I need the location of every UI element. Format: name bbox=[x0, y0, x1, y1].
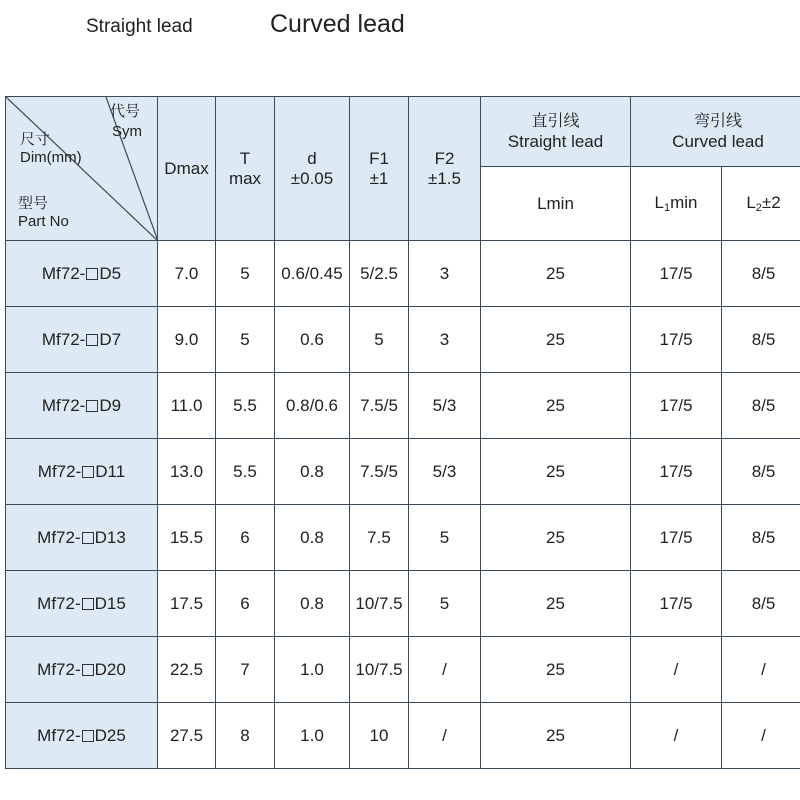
t-cell: 5 bbox=[216, 241, 275, 307]
f2-cell: 5 bbox=[409, 571, 481, 637]
curved-lead-header: 弯引线 Curved lead bbox=[631, 97, 800, 167]
l1-cell: 17/5 bbox=[631, 241, 722, 307]
table-row bbox=[6, 241, 800, 307]
top-labels bbox=[0, 0, 800, 60]
part-zh-label: 型号 bbox=[18, 195, 49, 212]
table-row bbox=[6, 571, 800, 637]
dmax-cell: 13.0 bbox=[158, 439, 216, 505]
table-row bbox=[6, 505, 800, 571]
table-row bbox=[6, 637, 800, 703]
lmin-cell: 25 bbox=[481, 703, 631, 769]
d-cell: 1.0 bbox=[275, 703, 350, 769]
t-cell: 5 bbox=[216, 307, 275, 373]
dim-en-label: Dim(mm) bbox=[20, 149, 82, 166]
l1-cell: 17/5 bbox=[631, 505, 722, 571]
lmin-cell: 25 bbox=[481, 439, 631, 505]
dim-zh-label: 尺寸 bbox=[20, 131, 51, 148]
f1-cell: 10/7.5 bbox=[350, 637, 409, 703]
straight-lead-caption: Straight lead bbox=[86, 16, 193, 37]
placeholder-box-icon bbox=[82, 598, 94, 610]
header-row-1 bbox=[6, 97, 800, 167]
sym-en-label: Sym bbox=[112, 123, 142, 140]
placeholder-box-icon bbox=[82, 730, 94, 742]
dmax-cell: 7.0 bbox=[158, 241, 216, 307]
dmax-cell: 11.0 bbox=[158, 373, 216, 439]
t-cell: 5.5 bbox=[216, 439, 275, 505]
lmin-cell: 25 bbox=[481, 307, 631, 373]
table-row bbox=[6, 439, 800, 505]
dmax-cell: 27.5 bbox=[158, 703, 216, 769]
d-cell: 0.8/0.6 bbox=[275, 373, 350, 439]
f2-cell: 5/3 bbox=[409, 373, 481, 439]
table-row bbox=[6, 373, 800, 439]
f1-cell: 5 bbox=[350, 307, 409, 373]
l1-cell: / bbox=[631, 637, 722, 703]
dmax-header: Dmax bbox=[158, 97, 216, 241]
placeholder-box-icon bbox=[82, 466, 94, 478]
part-number-cell: Mf72- D15 bbox=[6, 571, 158, 637]
lmin-cell: 25 bbox=[481, 241, 631, 307]
d-header: d ±0.05 bbox=[275, 97, 350, 241]
f1-cell: 10 bbox=[350, 703, 409, 769]
f2-cell: 5 bbox=[409, 505, 481, 571]
l2-cell: 8/5 bbox=[722, 571, 800, 637]
placeholder-box-icon bbox=[82, 664, 94, 676]
t-cell: 5.5 bbox=[216, 373, 275, 439]
f1-cell: 7.5/5 bbox=[350, 439, 409, 505]
l2-cell: 8/5 bbox=[722, 307, 800, 373]
f1-cell: 7.5 bbox=[350, 505, 409, 571]
lmin-cell: 25 bbox=[481, 571, 631, 637]
straight-lead-header: 直引线 Straight lead bbox=[481, 97, 631, 167]
placeholder-box-icon bbox=[86, 268, 98, 280]
f2-cell: 3 bbox=[409, 307, 481, 373]
table-row bbox=[6, 703, 800, 769]
l2-header: $L_2\pm 2$ bbox=[722, 167, 800, 241]
l1-cell: 17/5 bbox=[631, 373, 722, 439]
spec-table bbox=[5, 96, 800, 769]
dmax-cell: 17.5 bbox=[158, 571, 216, 637]
dmax-cell: 15.5 bbox=[158, 505, 216, 571]
t-cell: 8 bbox=[216, 703, 275, 769]
d-cell: 0.6 bbox=[275, 307, 350, 373]
placeholder-box-icon bbox=[86, 334, 98, 346]
dmax-cell: 9.0 bbox=[158, 307, 216, 373]
f2-cell: 3 bbox=[409, 241, 481, 307]
l2-cell: 8/5 bbox=[722, 439, 800, 505]
d-cell: 0.8 bbox=[275, 505, 350, 571]
l1-cell: 17/5 bbox=[631, 307, 722, 373]
part-number-cell: Mf72- D25 bbox=[6, 703, 158, 769]
lmin-cell: 25 bbox=[481, 637, 631, 703]
t-cell: 6 bbox=[216, 505, 275, 571]
dmax-cell: 22.5 bbox=[158, 637, 216, 703]
table-row bbox=[6, 307, 800, 373]
t-max-header: T max bbox=[216, 97, 275, 241]
placeholder-box-icon bbox=[82, 532, 94, 544]
part-en-label: Part No bbox=[18, 213, 69, 230]
f1-cell: 7.5/5 bbox=[350, 373, 409, 439]
l2-cell: / bbox=[722, 703, 800, 769]
t-cell: 7 bbox=[216, 637, 275, 703]
l2-cell: 8/5 bbox=[722, 505, 800, 571]
f1-cell: 10/7.5 bbox=[350, 571, 409, 637]
lmin-cell: 25 bbox=[481, 505, 631, 571]
f2-cell: / bbox=[409, 637, 481, 703]
l1-cell: / bbox=[631, 703, 722, 769]
t-cell: 6 bbox=[216, 571, 275, 637]
f2-header: F2 ±1.5 bbox=[409, 97, 481, 241]
part-number-cell: Mf72- D7 bbox=[6, 307, 158, 373]
l1-cell: 17/5 bbox=[631, 439, 722, 505]
d-cell: 0.6/0.45 bbox=[275, 241, 350, 307]
l1-cell: 17/5 bbox=[631, 571, 722, 637]
sym-zh-label: 代号 bbox=[110, 103, 141, 120]
f1-cell: 5/2.5 bbox=[350, 241, 409, 307]
l2-cell: / bbox=[722, 637, 800, 703]
lmin-cell: 25 bbox=[481, 373, 631, 439]
l2-cell: 8/5 bbox=[722, 241, 800, 307]
part-number-cell: Mf72- D11 bbox=[6, 439, 158, 505]
d-cell: 1.0 bbox=[275, 637, 350, 703]
part-number-cell: Mf72- D13 bbox=[6, 505, 158, 571]
part-number-cell: Mf72- D20 bbox=[6, 637, 158, 703]
lmin-header: Lmin bbox=[481, 167, 631, 241]
f2-cell: / bbox=[409, 703, 481, 769]
d-cell: 0.8 bbox=[275, 571, 350, 637]
d-cell: 0.8 bbox=[275, 439, 350, 505]
f2-cell: 5/3 bbox=[409, 439, 481, 505]
corner-header-cell bbox=[6, 97, 158, 241]
part-number-cell: Mf72- D9 bbox=[6, 373, 158, 439]
part-number-cell: Mf72- D5 bbox=[6, 241, 158, 307]
placeholder-box-icon bbox=[86, 400, 98, 412]
l1-min-header: $L_1\min$ bbox=[631, 167, 722, 241]
l2-cell: 8/5 bbox=[722, 373, 800, 439]
curved-lead-caption: Curved lead bbox=[270, 10, 405, 38]
f1-header: F1 ±1 bbox=[350, 97, 409, 241]
